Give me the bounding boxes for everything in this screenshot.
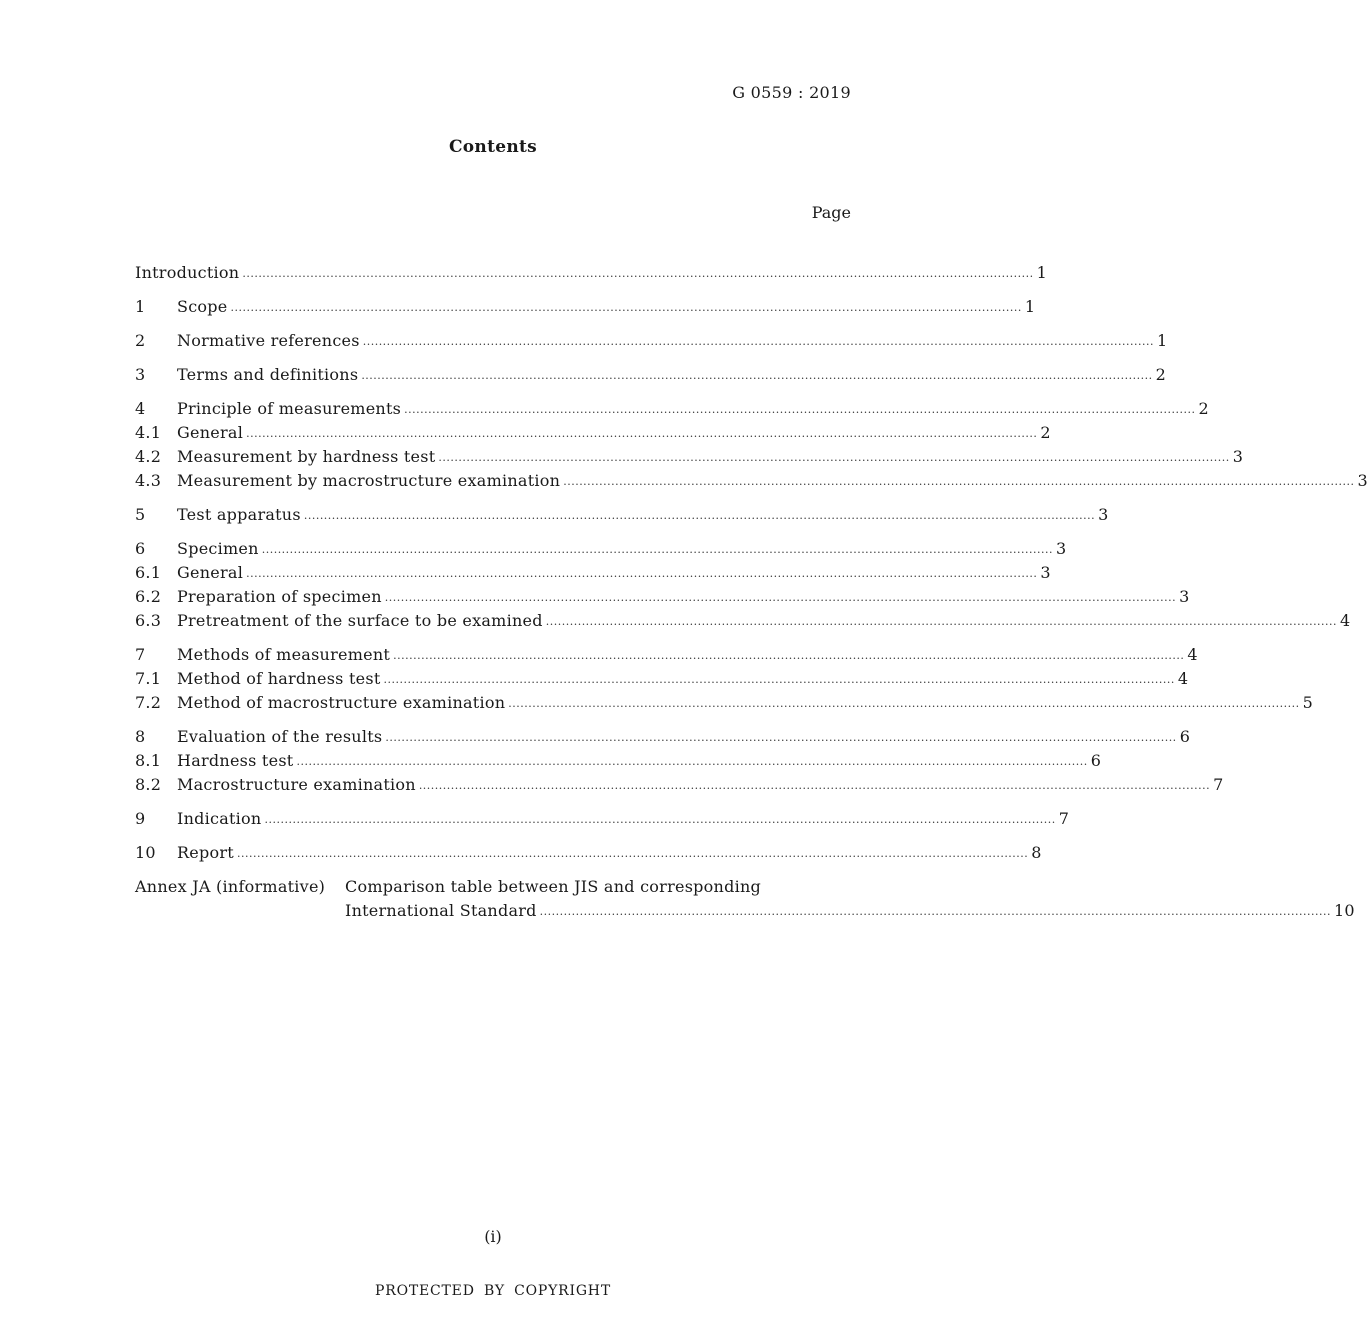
toc-entry-annex-ja[interactable] xyxy=(135,877,1355,925)
toc-entry-4-3[interactable] xyxy=(135,471,1368,495)
toc-entry-title: General xyxy=(177,563,244,582)
dot-leader xyxy=(385,589,1176,605)
toc-entry-page: 4 xyxy=(1187,645,1198,664)
toc-entry-4-2[interactable] xyxy=(135,447,1244,471)
toc-entry-number: 8 xyxy=(135,727,146,746)
dot-leader xyxy=(563,473,1354,489)
toc-entry-title: Method of macrostructure examination xyxy=(177,693,506,712)
toc-entry-number: 8.1 xyxy=(135,751,162,770)
toc-entry-page: 7 xyxy=(1058,809,1070,828)
table-of-contents xyxy=(135,263,1368,925)
annex-body xyxy=(345,877,1355,925)
dot-leader xyxy=(393,647,1184,663)
toc-entry-page: 4 xyxy=(1340,611,1351,630)
toc-entry-page: 3 xyxy=(1357,471,1368,490)
toc-entry-title: Normative references xyxy=(177,331,360,350)
page-column-label: Page xyxy=(811,203,851,222)
toc-entry-number: 6.1 xyxy=(135,563,162,582)
dot-leader xyxy=(242,265,1033,281)
toc-entry-title: Measurement by hardness test xyxy=(177,447,436,466)
toc-entry-title: Test apparatus xyxy=(177,505,301,524)
toc-entry-title: Pretreatment of the surface to be examined xyxy=(177,611,543,630)
dot-leader xyxy=(264,811,1055,827)
toc-entry-introduction[interactable] xyxy=(135,263,1048,287)
toc-entry-7-2[interactable] xyxy=(135,693,1314,717)
toc-entry-7[interactable] xyxy=(135,645,1198,669)
toc-entry-7-1[interactable] xyxy=(135,669,1189,693)
toc-entry-1[interactable] xyxy=(135,297,1036,321)
toc-entry-title: Introduction xyxy=(135,263,240,282)
dot-leader xyxy=(540,903,1331,919)
annex-title-line-2-row xyxy=(345,901,1369,925)
toc-entry-title: Specimen xyxy=(177,539,259,558)
toc-entry-4[interactable] xyxy=(135,399,1209,423)
toc-entry-page: 1 xyxy=(1157,331,1168,350)
toc-entry-number: 8.2 xyxy=(135,775,162,794)
toc-entry-number: 9 xyxy=(135,809,146,828)
toc-entry-page: 2 xyxy=(1198,399,1209,418)
toc-entry-page: 3 xyxy=(1179,587,1190,606)
dot-leader xyxy=(361,367,1152,383)
toc-entry-title: Evaluation of the results xyxy=(177,727,383,746)
toc-entry-8-1[interactable] xyxy=(135,751,1102,775)
toc-entry-page: 7 xyxy=(1213,775,1224,794)
toc-entry-page: 3 xyxy=(1098,505,1109,524)
toc-entry-title: Hardness test xyxy=(177,751,294,770)
toc-entry-number: 4 xyxy=(135,399,146,418)
toc-entry-page: 6 xyxy=(1090,751,1102,770)
toc-entry-8-2[interactable] xyxy=(135,775,1224,799)
dot-leader xyxy=(419,777,1210,793)
annex-title-line-2: International Standard xyxy=(345,901,537,920)
toc-entry-number: 4.3 xyxy=(135,471,162,490)
toc-entry-title: Measurement by macrostructure examination xyxy=(177,471,561,490)
toc-entry-number: 4.2 xyxy=(135,447,162,466)
toc-entry-4-1[interactable] xyxy=(135,423,1051,447)
toc-entry-page: 3 xyxy=(1232,447,1244,466)
toc-entry-page: 4 xyxy=(1177,669,1189,688)
toc-entry-3[interactable] xyxy=(135,365,1167,389)
toc-entry-8[interactable] xyxy=(135,727,1191,751)
toc-entry-10[interactable] xyxy=(135,843,1042,867)
toc-entry-page: 1 xyxy=(1036,263,1048,282)
toc-entry-page: 6 xyxy=(1179,727,1191,746)
toc-entry-number: 7.2 xyxy=(135,693,162,712)
toc-entry-number: 2 xyxy=(135,331,146,350)
toc-entry-title: Report xyxy=(177,843,234,862)
toc-entry-title: Preparation of specimen xyxy=(177,587,382,606)
dot-leader xyxy=(508,695,1299,711)
toc-entry-6-3[interactable] xyxy=(135,611,1351,635)
toc-entry-page: 2 xyxy=(1155,365,1167,384)
toc-entry-number: 3 xyxy=(135,365,146,384)
page-title: Contents xyxy=(448,137,538,157)
dot-leader xyxy=(237,845,1028,861)
dot-leader xyxy=(246,425,1037,441)
toc-entry-title: Terms and definitions xyxy=(177,365,359,384)
toc-entry-6-2[interactable] xyxy=(135,587,1190,611)
toc-entry-title: Method of hardness test xyxy=(177,669,381,688)
dot-leader xyxy=(404,401,1195,417)
toc-entry-title: Principle of measurements xyxy=(177,399,402,418)
annex-label: Annex JA (informative) xyxy=(135,877,326,896)
toc-entry-page: 1 xyxy=(1024,297,1036,316)
toc-entry-number: 5 xyxy=(135,505,146,524)
toc-entry-number: 7 xyxy=(135,645,146,664)
toc-entry-number: 4.1 xyxy=(135,423,162,442)
toc-entry-page: 2 xyxy=(1040,423,1051,442)
dot-leader xyxy=(296,753,1087,769)
toc-entry-number: 6.2 xyxy=(135,587,162,606)
dot-leader xyxy=(246,565,1037,581)
toc-entry-page: 3 xyxy=(1040,563,1051,582)
toc-entry-title: Macrostructure examination xyxy=(177,775,416,794)
toc-entry-page: 8 xyxy=(1031,843,1042,862)
toc-entry-5[interactable] xyxy=(135,505,1109,529)
toc-entry-number: 6.3 xyxy=(135,611,162,630)
toc-entry-number: 7.1 xyxy=(135,669,162,688)
annex-title-line-1: Comparison table between JIS and corresponding xyxy=(345,877,761,896)
toc-entry-title: Methods of measurement xyxy=(177,645,391,664)
dot-leader xyxy=(546,613,1337,629)
toc-entry-number: 6 xyxy=(135,539,146,558)
toc-entry-number: 1 xyxy=(135,297,146,316)
dot-leader xyxy=(304,507,1095,523)
toc-entry-6[interactable] xyxy=(135,539,1067,563)
toc-entry-title: General xyxy=(177,423,244,442)
toc-entry-page: 5 xyxy=(1302,693,1314,712)
page-number: (i) xyxy=(484,1227,502,1246)
dot-leader xyxy=(438,449,1229,465)
toc-entry-title: Scope xyxy=(177,297,228,316)
document-number: G 0559 : 2019 xyxy=(732,83,851,102)
copyright-notice: PROTECTED BY COPYRIGHT xyxy=(375,1283,611,1299)
toc-entry-2[interactable] xyxy=(135,331,1168,355)
toc-entry-title: Indication xyxy=(177,809,262,828)
toc-entry-6-1[interactable] xyxy=(135,563,1051,587)
toc-entry-page: 10 xyxy=(1333,901,1355,920)
dot-leader xyxy=(384,671,1175,687)
dot-leader xyxy=(262,541,1053,557)
toc-entry-page: 3 xyxy=(1056,539,1067,558)
toc-entry-number: 10 xyxy=(135,843,156,862)
dot-leader xyxy=(363,333,1154,349)
toc-entry-9[interactable] xyxy=(135,809,1070,833)
dot-leader xyxy=(385,729,1176,745)
dot-leader xyxy=(231,299,1022,315)
